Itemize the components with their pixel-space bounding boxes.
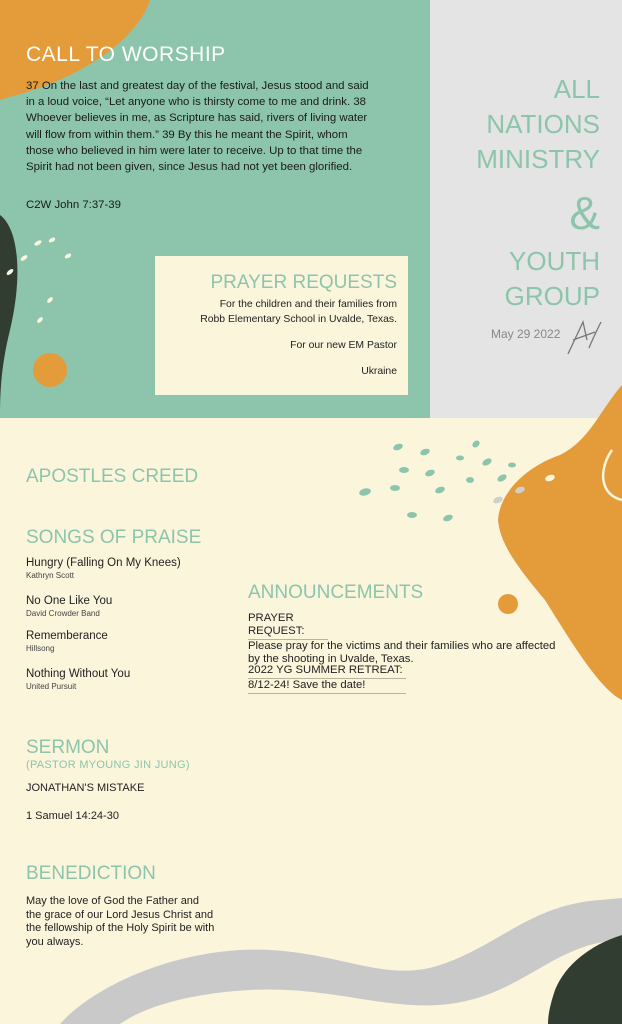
apostles-creed-title: APOSTLES CREED <box>26 466 199 487</box>
call-to-worship-reference: C2W John 7:37-39 <box>26 199 121 211</box>
youth-group-line: YOUTH <box>509 246 600 276</box>
ministry-name-line: NATIONS <box>486 109 600 139</box>
prayer-request-line: For the children and their families from <box>219 299 397 310</box>
announcement-body: by the shooting in Uvalde, Texas. <box>248 653 414 665</box>
announcement-item <box>248 612 608 666</box>
ampersand: & <box>569 187 600 239</box>
song-title: Nothing Without You <box>26 668 131 680</box>
sermon-reference: 1 Samuel 14:24-30 <box>26 810 119 822</box>
prayer-request-line: Ukraine <box>361 366 397 377</box>
call-to-worship-body: 37 On the last and greatest day of the festival, Jesus stood and said in a loud voice, “Let anyone who is thirsty come to me and drink. 38 Whoever believes in me, as Scripture has said, rivers of living water will flow from within them.” 39 By this he meant the Spirit, whom those who believed in him were later to receive. Up to that time the Spirit had not been given, since Jesus had not yet been glorified. <box>26 80 369 174</box>
bulletin-date: May 29 2022 <box>491 327 561 341</box>
ministry-name-line: ALL <box>553 74 600 104</box>
song-artist: Hillsong <box>26 644 55 653</box>
announcement-heading: 2022 YG SUMMER RETREAT: <box>248 664 406 679</box>
prayer-request-line: Robb Elementary School in Uvalde, Texas. <box>200 314 397 325</box>
sermon-pastor: (PASTOR MYOUNG JIN JUNG) <box>26 759 190 771</box>
orange-dot-left <box>33 353 67 387</box>
announcement-item <box>248 664 608 694</box>
song-title: Hungry (Falling On My Knees) <box>26 557 181 569</box>
sermon-title: SERMON <box>26 737 110 758</box>
benediction-body: May the love of God the Father and the grace of our Lord Jesus Christ and the fellowship of the Holy Spirit be with you always. <box>26 895 215 948</box>
announcement-body: 8/12-24! Save the date! <box>248 679 406 694</box>
prayer-request-line: For our new EM Pastor <box>290 340 397 351</box>
song-title: No One Like You <box>26 595 113 607</box>
announcement-body: Please pray for the victims and their families who are affected <box>248 640 556 652</box>
song-title: Rememberance <box>26 630 108 642</box>
sermon-name: JONATHAN'S MISTAKE <box>26 782 145 794</box>
call-to-worship-title: CALL TO WORSHIP <box>26 43 226 66</box>
prayer-requests-box <box>155 256 408 395</box>
song-artist: David Crowder Band <box>26 609 100 618</box>
signature-logo-icon <box>565 318 605 356</box>
prayer-requests-title: PRAYER REQUESTS <box>210 272 397 293</box>
youth-group-name <box>410 244 600 314</box>
ministry-name-line: MINISTRY <box>476 144 600 174</box>
announcements-title: ANNOUNCEMENTS <box>248 582 424 603</box>
ministry-name <box>410 72 600 177</box>
orange-dot-right <box>498 594 518 614</box>
youth-group-line: GROUP <box>504 281 600 311</box>
benediction-title: BENEDICTION <box>26 863 156 884</box>
announcement-heading: PRAYER REQUEST: <box>248 612 328 640</box>
songs-of-praise-title: SONGS OF PRAISE <box>26 527 202 548</box>
song-artist: United Pursuit <box>26 682 77 691</box>
song-artist: Kathryn Scott <box>26 571 75 580</box>
